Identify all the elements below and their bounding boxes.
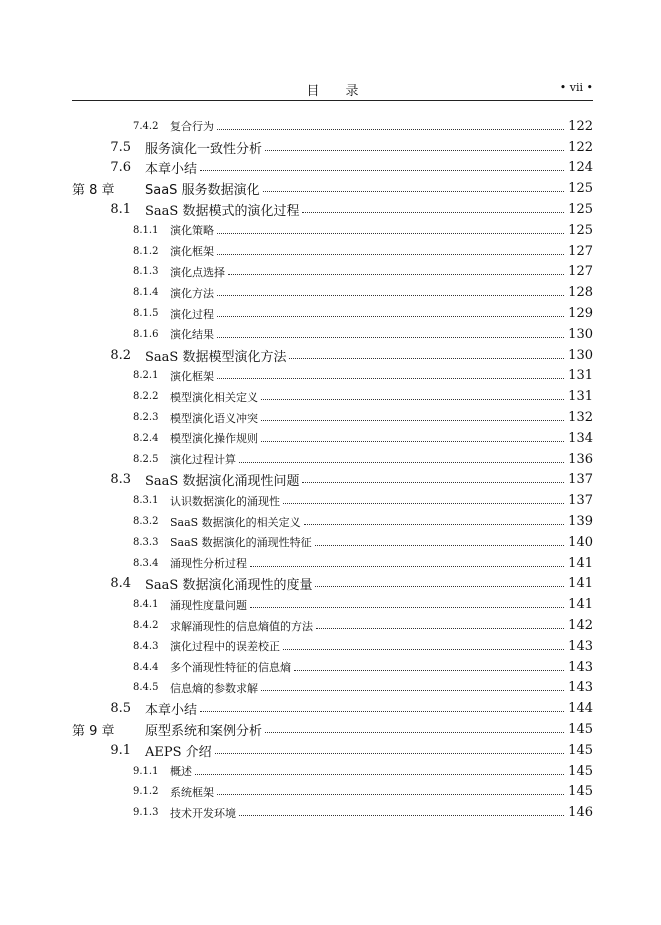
toc-entry-page: 145 xyxy=(568,763,593,779)
toc-entry-number: 9.1.2 xyxy=(133,786,159,798)
toc-entry-number: 9.1 xyxy=(110,742,131,758)
dot-leader xyxy=(217,254,564,255)
toc-entry-title: SaaS 数据模式的演化过程 xyxy=(145,204,300,220)
toc-entry-title: 模型演化相关定义 xyxy=(170,390,258,404)
toc-entry-title: 涌现性分析过程 xyxy=(170,557,247,571)
toc-entry-title: 本章小结 xyxy=(145,703,198,719)
dot-leader xyxy=(239,815,564,816)
page-header-title: 目录 xyxy=(306,84,385,99)
toc-entry[interactable] xyxy=(72,594,593,615)
toc-entry-title: 服务演化一致性分析 xyxy=(145,141,263,157)
toc-entry-number: 8.3.4 xyxy=(133,557,159,569)
toc-entry-title: 模型演化操作规则 xyxy=(170,432,258,446)
toc-entry[interactable] xyxy=(72,615,593,636)
toc-entry-number: 8.1.3 xyxy=(133,266,159,278)
toc-entry-title: 技术开发环境 xyxy=(170,806,236,820)
toc-entry-number: 8.5 xyxy=(110,701,131,717)
toc-entry-number: 8.4 xyxy=(110,576,131,592)
toc-entry-number: 8.4.1 xyxy=(133,599,159,611)
toc-entry-title: 演化过程中的误差校正 xyxy=(170,640,280,654)
toc-entry-page: 122 xyxy=(568,118,593,134)
dot-leader xyxy=(200,711,564,712)
toc-entry-page: 146 xyxy=(568,805,593,821)
dot-leader xyxy=(261,399,564,400)
toc-entry-title: SaaS 数据演化涌现性问题 xyxy=(145,474,300,490)
toc-entry-title: 认识数据演化的涌现性 xyxy=(170,494,280,508)
toc-entry[interactable] xyxy=(72,158,593,179)
dot-leader xyxy=(283,649,564,650)
dot-leader xyxy=(239,462,564,463)
toc-entry-page: 131 xyxy=(568,389,593,405)
dot-leader xyxy=(250,566,564,567)
toc-entry-number: 8.3.1 xyxy=(133,495,159,507)
toc-entry-number: 8.3.3 xyxy=(133,536,159,548)
dot-leader xyxy=(265,732,564,733)
toc-entry-number: 第 8 章 xyxy=(72,183,115,199)
toc-entry-title: 演化框架 xyxy=(170,245,214,259)
dot-leader xyxy=(302,212,564,213)
toc-entry[interactable] xyxy=(72,220,593,241)
toc-entry[interactable] xyxy=(72,116,593,137)
dot-leader xyxy=(200,170,564,171)
toc-entry-page: 140 xyxy=(568,534,593,550)
dot-leader xyxy=(261,441,564,442)
dot-leader xyxy=(217,378,564,379)
dot-leader xyxy=(302,482,564,483)
toc-entry-page: 122 xyxy=(568,139,593,155)
toc-entry-title: 演化框架 xyxy=(170,369,214,383)
toc-entry[interactable] xyxy=(72,698,593,719)
toc-entry-title: 复合行为 xyxy=(170,120,214,134)
toc-entry-number: 8.4.3 xyxy=(133,640,159,652)
toc-entry-title: 涌现性度量问题 xyxy=(170,598,247,612)
toc-entry-page: 127 xyxy=(568,264,593,280)
toc-entry-number: 8.2 xyxy=(110,347,131,363)
toc-entry-title: 多个涌现性特征的信息熵 xyxy=(170,661,291,675)
toc-entry[interactable] xyxy=(72,636,593,657)
dot-leader xyxy=(217,794,564,795)
toc-entry-page: 129 xyxy=(568,306,593,322)
toc-entry-page: 131 xyxy=(568,368,593,384)
toc-entry-title: 演化过程计算 xyxy=(170,453,236,467)
toc-entry-page: 141 xyxy=(568,555,593,571)
dot-leader xyxy=(217,129,564,130)
toc-entry[interactable] xyxy=(72,678,593,699)
toc-entry[interactable] xyxy=(72,490,593,511)
toc-entry-title: 演化方法 xyxy=(170,286,214,300)
toc-entry-number: 8.4.2 xyxy=(133,620,159,632)
toc-entry[interactable] xyxy=(72,761,593,782)
toc-entry[interactable] xyxy=(72,657,593,678)
toc-entry-page: 139 xyxy=(568,514,593,530)
dot-leader xyxy=(217,233,564,234)
dot-leader xyxy=(250,607,564,608)
toc-entry[interactable] xyxy=(72,262,593,283)
dot-leader xyxy=(195,774,564,775)
toc-entry-title: 概述 xyxy=(170,765,192,779)
toc-entry-page: 141 xyxy=(568,576,593,592)
toc-entry-title: SaaS 服务数据演化 xyxy=(145,183,260,199)
toc-entry-number: 8.1.1 xyxy=(133,224,159,236)
toc-entry-number: 7.4.2 xyxy=(133,120,159,132)
dot-leader xyxy=(304,524,564,525)
toc-entry[interactable] xyxy=(72,574,593,595)
toc-entry-number: 8.4.5 xyxy=(133,682,159,694)
toc-entry[interactable] xyxy=(72,719,593,740)
toc-entry-page: 124 xyxy=(568,160,593,176)
table-of-contents xyxy=(72,116,593,823)
toc-entry[interactable] xyxy=(72,241,593,262)
toc-entry-page: 132 xyxy=(568,410,593,426)
toc-entry[interactable] xyxy=(72,449,593,470)
dot-leader xyxy=(283,503,564,504)
toc-entry-number: 8.1.2 xyxy=(133,245,159,257)
dot-leader xyxy=(217,316,564,317)
dot-leader xyxy=(217,295,564,296)
toc-entry[interactable] xyxy=(72,178,593,199)
toc-entry[interactable] xyxy=(72,407,593,428)
dot-leader xyxy=(261,690,564,691)
toc-entry-title: SaaS 数据演化涌现性的度量 xyxy=(145,578,313,594)
page-number: • vii • xyxy=(559,81,593,94)
toc-entry-title: SaaS 数据演化的涌现性特征 xyxy=(170,536,312,550)
toc-entry-title: 本章小结 xyxy=(145,162,198,178)
toc-entry-page: 125 xyxy=(568,181,593,197)
dot-leader xyxy=(265,150,564,151)
dot-leader xyxy=(215,753,564,754)
toc-entry-page: 125 xyxy=(568,202,593,218)
toc-entry-page: 137 xyxy=(568,493,593,509)
toc-entry-page: 145 xyxy=(568,784,593,800)
toc-entry[interactable] xyxy=(72,740,593,761)
toc-entry-number: 8.2.5 xyxy=(133,453,159,465)
toc-entry-title: 演化结果 xyxy=(170,328,214,342)
toc-entry[interactable] xyxy=(72,324,593,345)
toc-entry[interactable] xyxy=(72,386,593,407)
toc-entry[interactable] xyxy=(72,366,593,387)
toc-entry-number: 8.4.4 xyxy=(133,661,159,673)
toc-entry-page: 130 xyxy=(568,347,593,363)
toc-entry-page: 145 xyxy=(568,722,593,737)
toc-entry-title: 信息熵的参数求解 xyxy=(170,681,258,695)
toc-entry-page: 128 xyxy=(568,285,593,301)
toc-entry-number: 8.3.2 xyxy=(133,516,159,528)
toc-entry-number: 8.1.4 xyxy=(133,287,159,299)
toc-entry[interactable] xyxy=(72,532,593,553)
toc-entry-title: 演化过程 xyxy=(170,307,214,321)
toc-entry[interactable] xyxy=(72,553,593,574)
dot-leader xyxy=(289,358,564,359)
dot-leader xyxy=(261,420,564,421)
dot-leader xyxy=(316,628,564,629)
toc-entry-number: 8.2.1 xyxy=(133,370,159,382)
toc-entry-page: 136 xyxy=(568,451,593,467)
toc-entry-title: SaaS 数据模型演化方法 xyxy=(145,349,287,365)
toc-entry-page: 134 xyxy=(568,430,593,446)
toc-entry-page: 137 xyxy=(568,472,593,488)
toc-entry-title: 演化策略 xyxy=(170,224,214,238)
toc-entry-page: 130 xyxy=(568,326,593,342)
toc-entry-number: 第 9 章 xyxy=(72,724,115,739)
toc-entry-number: 7.6 xyxy=(110,160,131,176)
toc-entry-number: 9.1.3 xyxy=(133,807,159,819)
header-rule xyxy=(72,100,593,101)
toc-entry[interactable] xyxy=(72,345,593,366)
toc-entry[interactable] xyxy=(72,199,593,220)
toc-entry-title: 求解涌现性的信息熵值的方法 xyxy=(170,619,313,633)
toc-entry[interactable] xyxy=(72,511,593,532)
toc-entry-number: 7.5 xyxy=(110,139,131,155)
toc-entry-page: 141 xyxy=(568,597,593,613)
dot-leader xyxy=(315,586,564,587)
toc-entry-title: 演化点选择 xyxy=(170,265,225,279)
toc-entry-number: 8.1.6 xyxy=(133,328,159,340)
toc-entry[interactable] xyxy=(72,303,593,324)
toc-entry-page: 144 xyxy=(568,701,593,717)
toc-entry-number: 9.1.1 xyxy=(133,765,159,777)
toc-entry-page: 127 xyxy=(568,243,593,259)
dot-leader xyxy=(294,670,564,671)
toc-entry-number: 8.3 xyxy=(110,472,131,488)
toc-entry-page: 145 xyxy=(568,742,593,758)
dot-leader xyxy=(315,545,564,546)
toc-entry-title: AEPS 介绍 xyxy=(145,744,212,760)
toc-entry-page: 143 xyxy=(568,680,593,696)
toc-entry-page: 143 xyxy=(568,659,593,675)
dot-leader xyxy=(228,274,564,275)
dot-leader xyxy=(217,337,564,338)
toc-entry-title: 原型系统和案例分析 xyxy=(145,724,263,739)
toc-entry-number: 8.2.3 xyxy=(133,412,159,424)
toc-entry-page: 125 xyxy=(568,222,593,238)
toc-entry-title: 系统框架 xyxy=(170,785,214,799)
toc-entry-title: SaaS 数据演化的相关定义 xyxy=(170,515,301,529)
dot-leader xyxy=(263,191,564,192)
toc-entry[interactable] xyxy=(72,782,593,803)
toc-entry[interactable] xyxy=(72,470,593,491)
toc-entry-number: 8.1.5 xyxy=(133,308,159,320)
toc-entry-page: 142 xyxy=(568,618,593,634)
page-header xyxy=(72,80,593,100)
toc-entry-number: 8.1 xyxy=(110,202,131,218)
toc-entry-page: 143 xyxy=(568,638,593,654)
toc-entry[interactable] xyxy=(72,428,593,449)
toc-entry[interactable] xyxy=(72,282,593,303)
toc-entry-number: 8.2.4 xyxy=(133,432,159,444)
toc-entry-number: 8.2.2 xyxy=(133,391,159,403)
toc-entry[interactable] xyxy=(72,137,593,158)
toc-entry[interactable] xyxy=(72,802,593,823)
toc-entry-title: 模型演化语义冲突 xyxy=(170,411,258,425)
